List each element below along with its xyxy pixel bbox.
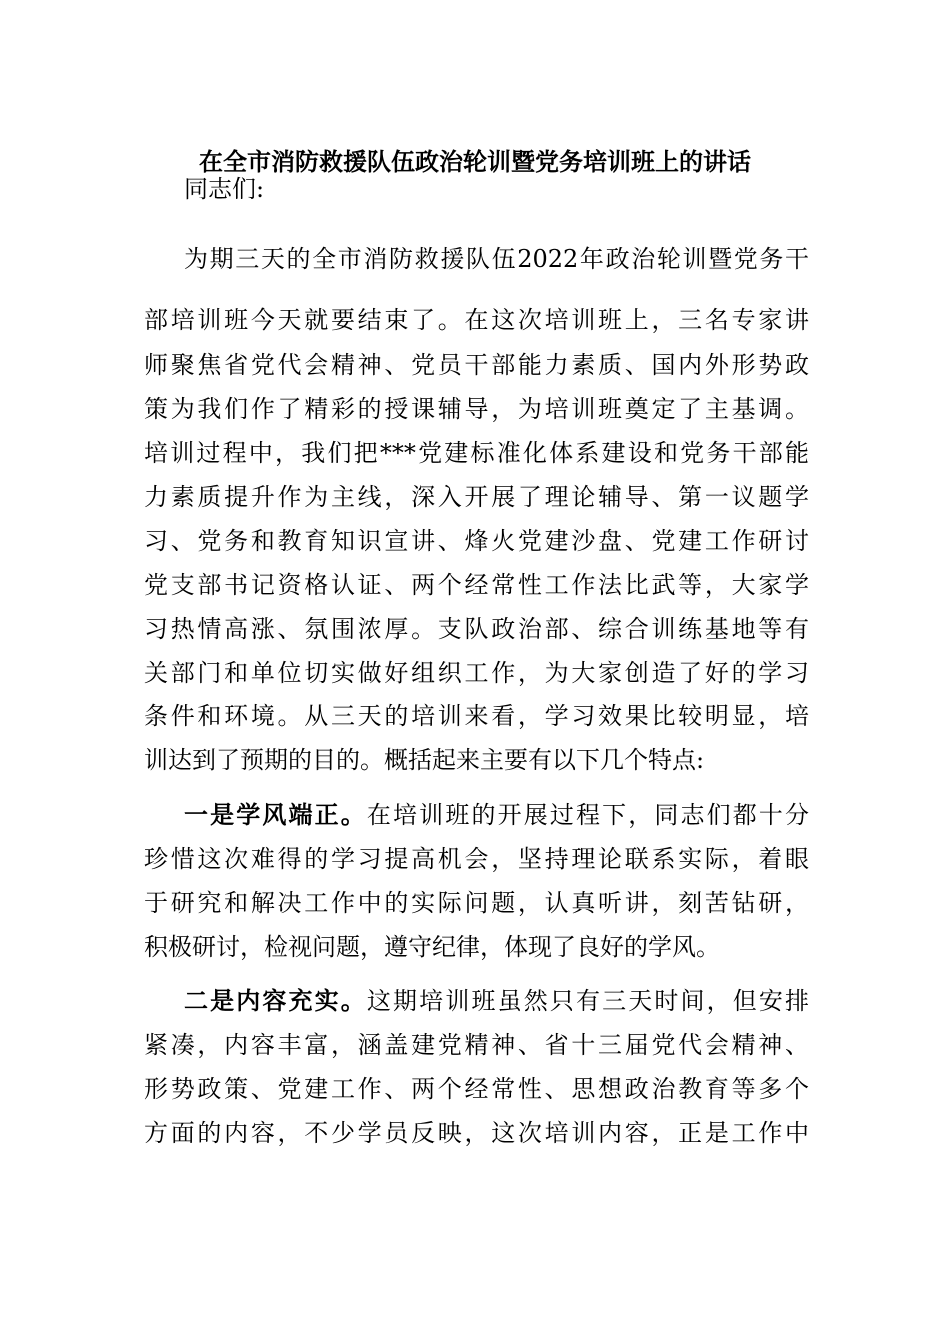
paragraph-1-line: 培训过程中，我们把***党建标准化体系建设和党务干部能 bbox=[144, 439, 809, 467]
paragraph-1-line: 条件和环境。从三天的培训来看，学习效果比较明显，培 bbox=[144, 702, 809, 730]
paragraph-2-first-line bbox=[184, 799, 809, 831]
paragraph-1-line: 习、党务和教育知识宣讲、烽火党建沙盘、党建工作研讨 bbox=[144, 527, 809, 555]
paragraph-3-first-line bbox=[184, 985, 809, 1017]
paragraph-3-lead: 二是内容充实。 bbox=[184, 986, 367, 1015]
paragraph-2-line: 积极研讨，检视问题，遵守纪律，体现了良好的学风。 bbox=[144, 933, 720, 961]
paragraph-3-line: 紧凑，内容丰富，涵盖建党精神、省十三届党代会精神、 bbox=[144, 1031, 809, 1059]
paragraph-3-first-rest: 这期培训班虽然只有三天时间，但安排 bbox=[366, 987, 810, 1015]
paragraph-1-line: 师聚焦省党代会精神、党员干部能力素质、国内外形势政 bbox=[144, 351, 809, 379]
paragraph-3-line: 方面的内容，不少学员反映，这次培训内容，正是工作中 bbox=[144, 1119, 809, 1147]
salutation: 同志们: bbox=[184, 175, 265, 203]
paragraph-2-lead: 一是学风端正。 bbox=[184, 800, 367, 829]
paragraph-1-line: 训达到了预期的目的。概括起来主要有以下几个特点: bbox=[144, 746, 705, 774]
paragraph-1-line: 部培训班今天就要结束了。在这次培训班上，三名专家讲 bbox=[144, 306, 809, 334]
paragraph-1-line: 为期三天的全市消防救援队伍2022年政治轮训暨党务干 bbox=[184, 245, 809, 273]
paragraph-3-line: 形势政策、党建工作、两个经常性、思想政治教育等多个 bbox=[144, 1075, 809, 1103]
paragraph-2-line: 于研究和解决工作中的实际问题，认真听讲，刻苦钻研， bbox=[144, 889, 809, 917]
paragraph-1-line: 关部门和单位切实做好组织工作，为大家创造了好的学习 bbox=[144, 659, 809, 687]
document-title: 在全市消防救援队伍政治轮训暨党务培训班上的讲话 bbox=[199, 147, 751, 176]
paragraph-1-line: 策为我们作了精彩的授课辅导，为培训班奠定了主基调。 bbox=[144, 395, 809, 423]
paragraph-2-line: 珍惜这次难得的学习提高机会，坚持理论联系实际，着眼 bbox=[144, 845, 809, 873]
paragraph-2-first-rest: 在培训班的开展过程下，同志们都十分 bbox=[366, 801, 810, 829]
paragraph-1-line: 习热情高涨、氛围浓厚。支队政治部、综合训练基地等有 bbox=[144, 615, 809, 643]
paragraph-1-line: 力素质提升作为主线，深入开展了理论辅导、第一议题学 bbox=[144, 483, 809, 511]
paragraph-1-line: 党支部书记资格认证、两个经常性工作法比武等，大家学 bbox=[144, 571, 809, 599]
